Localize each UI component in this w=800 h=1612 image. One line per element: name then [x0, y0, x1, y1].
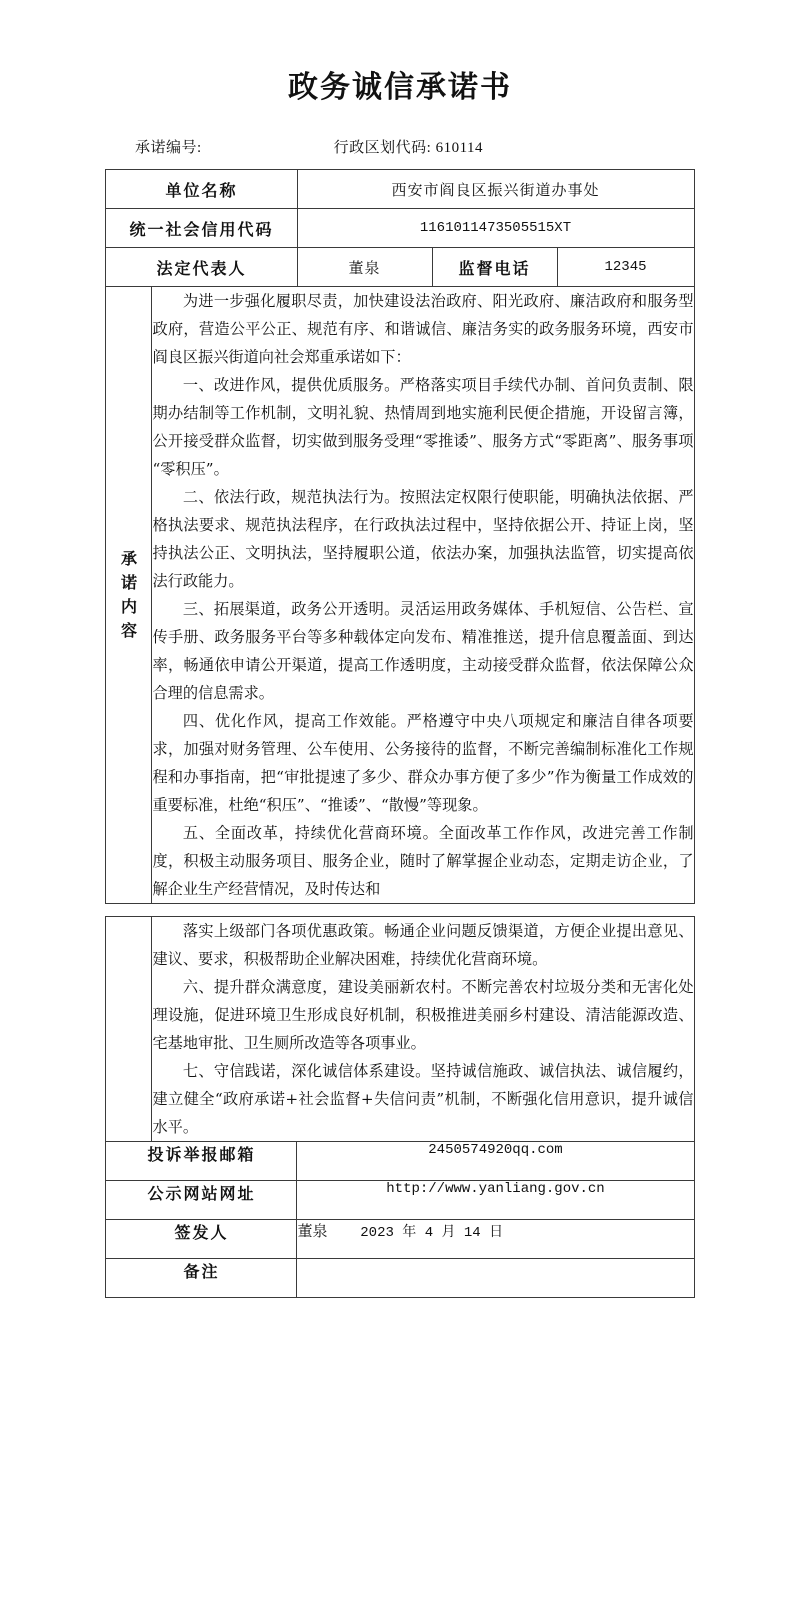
website-label: 公示网站网址: [106, 1181, 297, 1220]
content-label: [106, 287, 152, 904]
region-code: [334, 136, 483, 157]
content-paragraph: 四、优化作风，提高工作效能。严格遵守中央八项规定和廉洁自律各项要求，加强对财务管理、公车使用、公务接待的监督，不断完善编制标准化工作规程和办事指南，把“审批提速了多少、群众办事方便了多少”作为衡量工作成效的重要标准，杜绝“积压”、“推诿”、“散慢”等现象。: [152, 712, 694, 814]
remark-label: 备注: [106, 1259, 297, 1298]
promise-number-label: 承诺编号:: [135, 140, 202, 156]
content-paragraph: 为进一步强化履职尽责，加快建设法治政府、阳光政府、廉洁政府和服务型政府，营造公平公正、规范有序、和谐诚信、廉洁务实的政务服务环境，西安市阎良区振兴街道向社会郑重承诺如下：: [152, 292, 694, 366]
content-paragraph: 六、提升群众满意度，建设美丽新农村。不断完善农村垃圾分类和无害化处理设施，促进环境卫生形成良好机制，积极推进美丽乡村建设、清洁能源改造、宅基地审批、卫生厕所改造等各项事业。: [152, 978, 694, 1052]
issuer-value-cell: [297, 1220, 694, 1259]
content-body-part1: [152, 287, 694, 904]
supervise-phone-label: 监督电话: [432, 248, 557, 287]
table-row-issuer: [106, 1220, 694, 1259]
issuer-label: 签发人: [106, 1220, 297, 1259]
content-label-char-1: 承: [120, 549, 137, 568]
content-paragraph: 七、守信践诺，深化诚信体系建设。坚持诚信施政、诚信执法、诚信履约，建立健全“政府承诺+社会监督+失信问责”机制，不断强化信用意识，提升诚信水平。: [152, 1062, 694, 1136]
credit-code-label: 统一社会信用代码: [106, 209, 297, 248]
remark-value: [297, 1259, 694, 1298]
table-row-content: [106, 287, 694, 904]
unit-name-value: 西安市阎良区振兴街道办事处: [297, 170, 694, 209]
issuer-name: 董泉: [297, 1222, 328, 1240]
content-paragraph: 落实上级部门各项优惠政策。畅通企业问题反馈渠道，方便企业提出意见、建议、要求，积极帮助企业解决困难，持续优化营商环境。: [152, 922, 694, 968]
complaint-email-value: 2450574920qq.com: [297, 1142, 694, 1181]
table-row-credit-code: [106, 209, 694, 248]
region-code-label: 行政区划代码:: [333, 140, 432, 156]
table-row-unit-name: [106, 170, 694, 209]
table-row-content-continued: [106, 917, 694, 1142]
legal-rep-label: 法定代表人: [106, 248, 297, 287]
content-body-part2: [152, 917, 694, 1142]
table-row-remark: [106, 1259, 694, 1298]
unit-name-label: 单位名称: [106, 170, 297, 209]
page-title: 政务诚信承诺书: [288, 70, 512, 105]
supervise-phone-value: 12345: [557, 248, 694, 287]
legal-rep-value: 董泉: [297, 248, 432, 287]
content-label-spacer: [106, 917, 152, 1142]
issuer-date: 2023 年 4 月 14 日: [360, 1225, 504, 1241]
promise-table-part1: [105, 169, 694, 904]
content-paragraph: 一、改进作风，提供优质服务。严格落实项目手续代办制、首问负责制、限期办结制等工作机制，文明礼貌、热情周到地实施利民便企措施，开设留言簿，公开接受群众监督，切实做到服务受理“零推诿”、服务方式“零距离”、服务事项“零积压”。: [152, 376, 694, 478]
content-label-char-4: 容: [120, 621, 137, 640]
content-paragraph: 三、拓展渠道，政务公开透明。灵活运用政务媒体、手机短信、公告栏、宣传手册、政务服务平台等多种载体定向发布、精准推送，提升信息覆盖面、到达率，畅通依申请公开渠道，提高工作透明度，主动接受群众监督，依法保障公众合理的信息需求。: [152, 600, 694, 702]
credit-code-value: 1161011473505515XT: [297, 209, 694, 248]
content-paragraph: 二、依法行政，规范执法行为。按照法定权限行使职能，明确执法依据、严格执法要求、规范执法程序，在行政执法过程中，坚持依据公开、持证上岗，坚持执法公正、文明执法，坚持履职公道，依法办案，加强执法监管，切实提高依法行政能力。: [152, 488, 694, 590]
content-label-char-2: 诺: [120, 573, 137, 592]
region-code-value: 610114: [435, 140, 484, 156]
promise-table-part2: [105, 916, 694, 1298]
content-paragraph: 五、全面改革，持续优化营商环境。全面改革工作作风，改进完善工作制度，积极主动服务项目、服务企业，随时了解掌握企业动态，定期走访企业，了解企业生产经营情况，及时传达和: [152, 824, 694, 898]
document-page: [0, 62, 800, 1612]
website-value: http://www.yanliang.gov.cn: [297, 1181, 694, 1220]
table-row-website: [106, 1181, 694, 1220]
table-row-legal-rep: [106, 248, 694, 287]
complaint-email-label: 投诉举报邮箱: [106, 1142, 297, 1181]
content-label-char-3: 内: [120, 597, 137, 616]
table-row-complaint-email: [106, 1142, 694, 1181]
meta-row: [0, 136, 800, 157]
